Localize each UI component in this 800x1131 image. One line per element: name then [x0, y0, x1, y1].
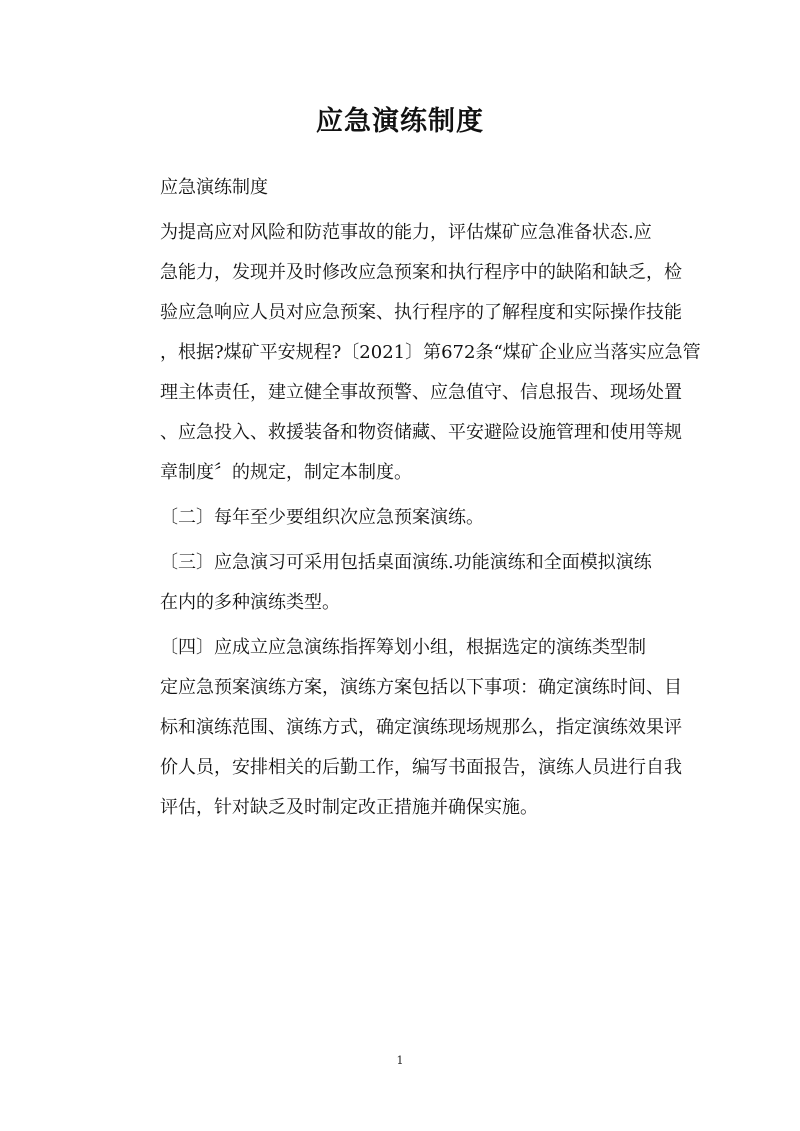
text-line: ，根据?煤矿平安规程?〔2021〕第672条“煤矿企业应当落实应急管 [160, 342, 701, 363]
text-line: 在内的多种演练类型。 [160, 592, 340, 613]
text-line: 〔四〕应成立应急演练指挥筹划小组，根据选定的演练类型制 [160, 637, 646, 658]
document-title: 应急演练制度 [316, 106, 484, 137]
text-line: 为提高应对风险和防范事故的能力，评估煤矿应急准备状态.应 [160, 222, 652, 243]
paragraph-item-three [124, 543, 680, 623]
text-line: 、应急投入、救援装备和物资储藏、平安避险设施管理和使用等规 [160, 422, 682, 443]
text-line: 评估，针对缺乏及时制定改正措施并确保实施。 [160, 797, 538, 818]
text-line: 定应急预案演练方案，演练方案包括以下事项：确定演练时间、目 [160, 677, 682, 698]
text-line: 验应急响应人员对应急预案、执行程序的了解程度和实际操作技能 [160, 302, 682, 323]
paragraph-item-two [124, 498, 680, 538]
paragraph-subtitle [124, 168, 680, 208]
document-body [124, 168, 701, 833]
page-number: 1 [396, 1054, 404, 1067]
text-line: 理主体责任，建立健全事故预警、应急值守、信息报告、现场处置 [160, 382, 682, 403]
text-line: 价人员，安排相关的后勤工作，编写书面报告，演练人员进行自我 [160, 757, 682, 778]
text-line: 应急演练制度 [160, 177, 268, 198]
text-line: 标和演练范围、演练方式，确定演练现场规那么，指定演练效果评 [160, 717, 682, 738]
text-line: 〔二〕每年至少要组织次应急预案演练。 [160, 507, 484, 528]
paragraph-item-four [124, 628, 680, 828]
paragraph-purpose [124, 213, 701, 493]
text-line: 急能力，发现并及时修改应急预案和执行程序中的缺陷和缺乏，检 [160, 262, 682, 283]
text-line: 〔三〕应急演习可采用包括桌面演练.功能演练和全面模拟演练 [160, 552, 652, 573]
text-line: 章制度〞的规定，制定本制度。 [160, 462, 412, 483]
